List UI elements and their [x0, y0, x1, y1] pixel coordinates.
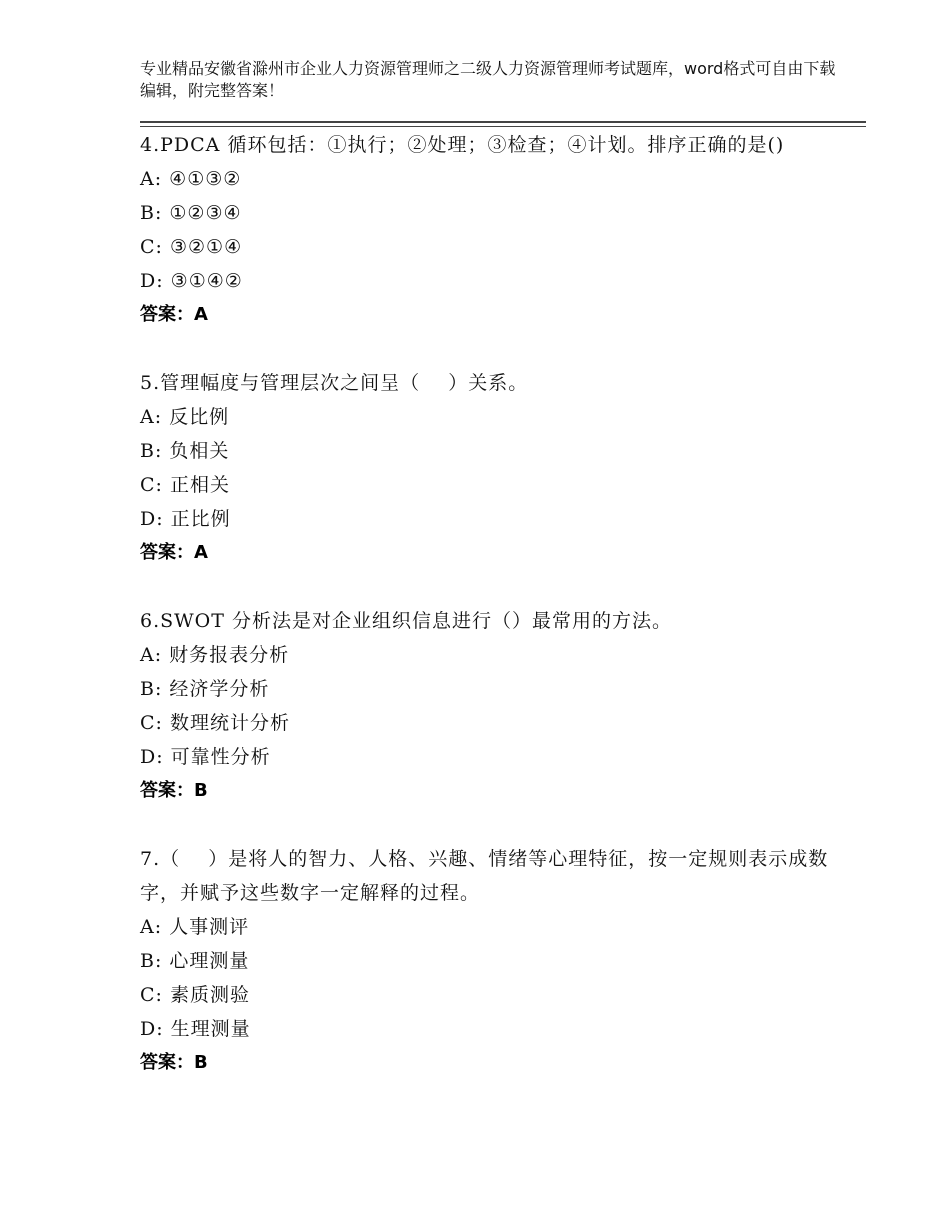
question-4: [140, 128, 830, 332]
option-a: A: ④①③②: [140, 168, 242, 190]
option-a: A: 人事测评: [140, 916, 250, 938]
option-b: B: 心理测量: [140, 950, 250, 972]
question-7: [140, 842, 830, 1080]
option-b: B: 负相关: [140, 440, 230, 462]
question-text: 4.PDCA 循环包括：①执行；②处理；③检查；④计划。排序正确的是(): [140, 134, 785, 156]
option-d: D: 可靠性分析: [140, 746, 271, 768]
option-c: C: ③②①④: [140, 236, 243, 258]
answer-label: 答案：A: [140, 542, 208, 563]
document-header: 专业精品安徽省滁州市企业人力资源管理师之二级人力资源管理师考试题库，word格式可自由下载编辑，附完整答案！: [140, 59, 836, 100]
option-d: D: ③①④②: [140, 270, 243, 292]
option-c: C: 数理统计分析: [140, 712, 290, 734]
option-d: D: 正比例: [140, 508, 231, 530]
header-rule-thin: [140, 126, 866, 127]
option-c: C: 素质测验: [140, 984, 250, 1006]
question-text: 7.（ ）是将人的智力、人格、兴趣、情绪等心理特征，按一定规则表示成数字，并赋予这些数字一定解释的过程。: [140, 848, 829, 904]
question-list: [140, 128, 830, 1114]
option-c: C: 正相关: [140, 474, 230, 496]
question-6: [140, 604, 830, 808]
answer-label: 答案：B: [140, 780, 208, 801]
answer-label: 答案：A: [140, 304, 208, 325]
option-a: A: 反比例: [140, 406, 230, 428]
option-a: A: 财务报表分析: [140, 644, 290, 666]
option-b: B: 经济学分析: [140, 678, 270, 700]
question-5: [140, 366, 830, 570]
answer-label: 答案：B: [140, 1052, 208, 1073]
header-rule-thick: [140, 121, 866, 123]
question-text: 5.管理幅度与管理层次之间呈（ ）关系。: [140, 372, 529, 394]
question-text: 6.SWOT 分析法是对企业组织信息进行（）最常用的方法。: [140, 610, 672, 632]
option-d: D: 生理测量: [140, 1018, 251, 1040]
option-b: B: ①②③④: [140, 202, 242, 224]
